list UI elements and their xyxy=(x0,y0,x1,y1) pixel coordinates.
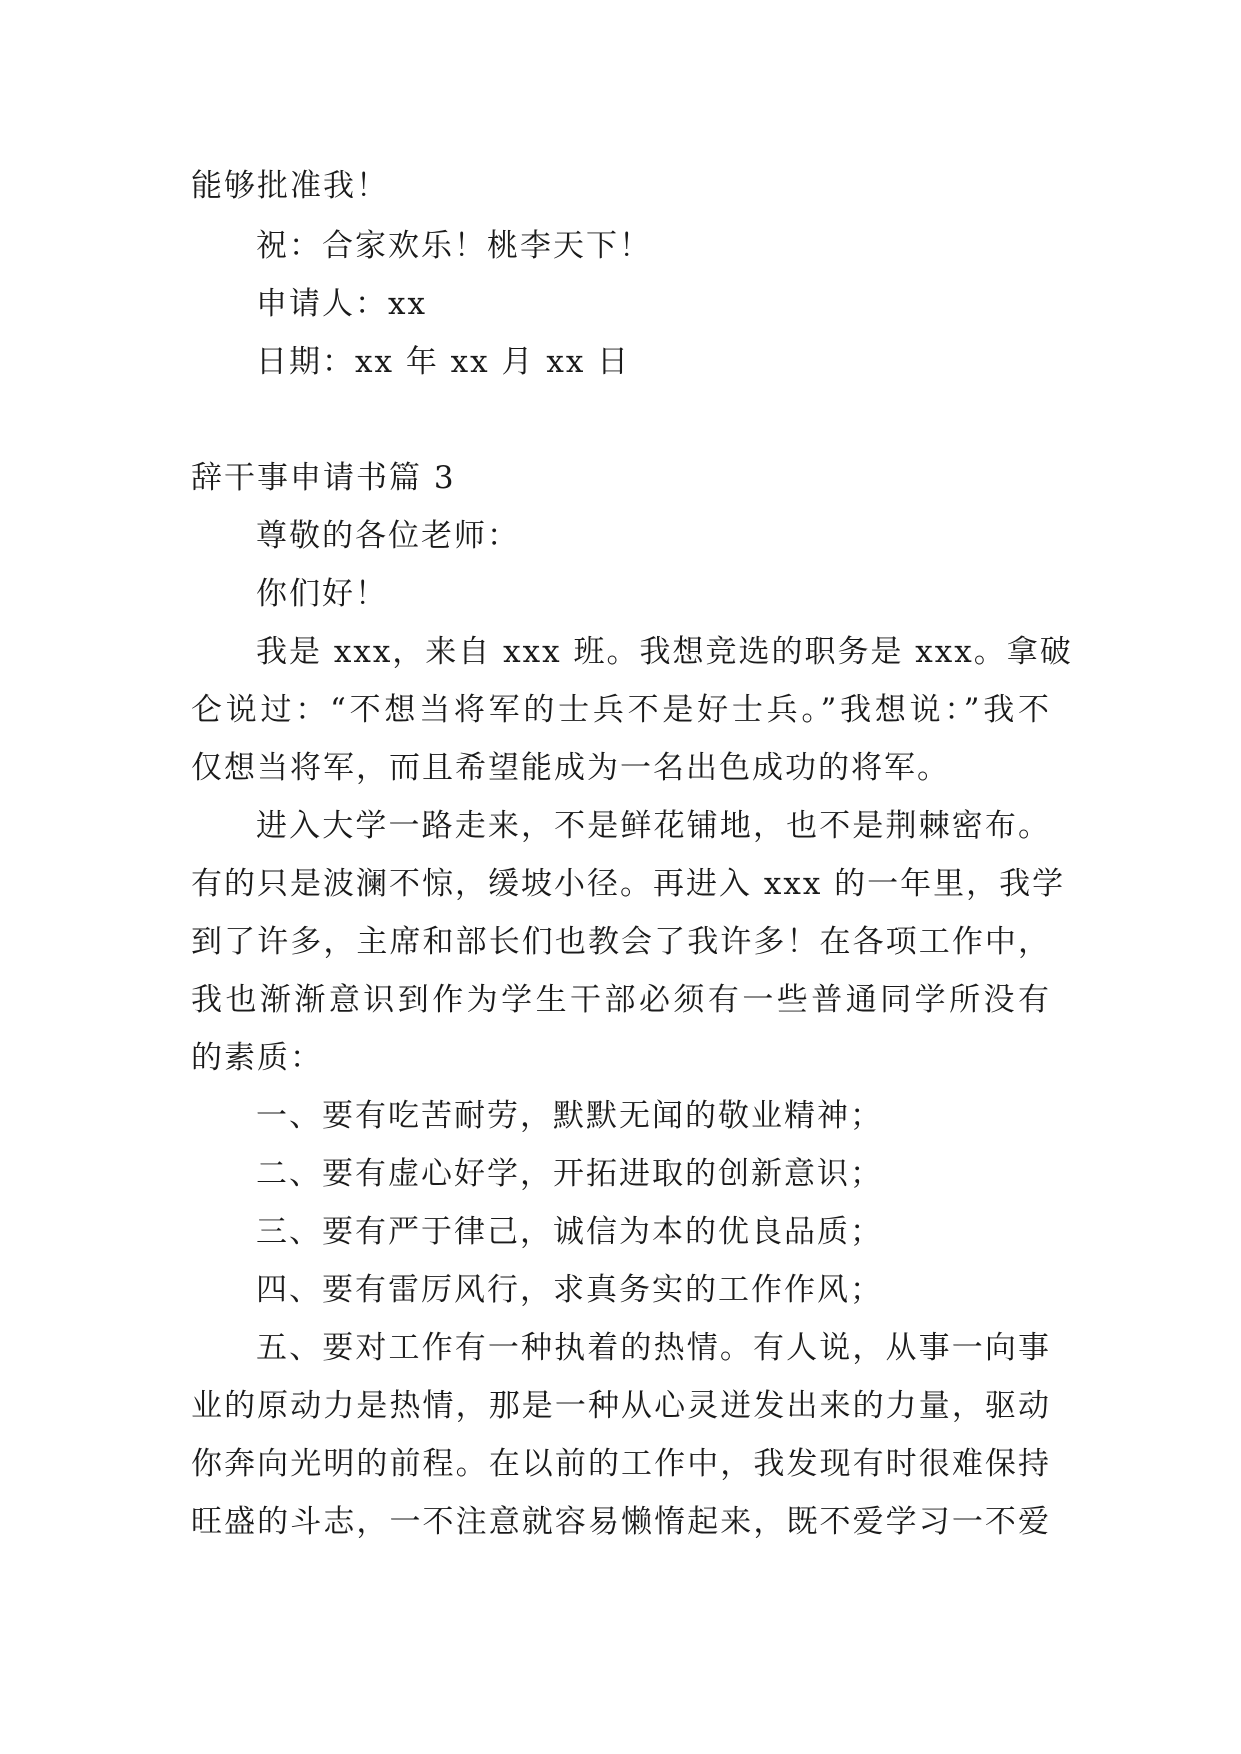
greeting: 你们好！ xyxy=(256,576,388,612)
closing-wish: 祝：合家欢乐！桃李天下！ xyxy=(256,228,652,264)
quality-item: 四、要有雷厉风行，求真务实的工作作风； xyxy=(256,1272,883,1308)
date-line: 日期：xx 年 xx 月 xx 日 xyxy=(256,344,631,380)
applicant-line: 申请人：xx xyxy=(256,286,427,322)
paragraph-line: 仑说过：“不想当将军的士兵不是好士兵。”我想说：”我不 xyxy=(191,692,1051,728)
paragraph-line: 仅想当将军，而且希望能成为一名出色成功的将军。 xyxy=(191,750,950,786)
section-heading: 辞干事申请书篇 3 xyxy=(191,460,456,496)
paragraph-line: 的素质： xyxy=(191,1040,323,1076)
paragraph-line: 我是 xxx，来自 xxx 班。我想竞选的职务是 xxx。拿破 xyxy=(256,634,1073,670)
paragraph-line: 我也渐渐意识到作为学生干部必须有一些普通同学所没有 xyxy=(191,982,1051,1018)
paragraph-line: 有的只是波澜不惊，缓坡小径。再进入 xxx 的一年里，我学 xyxy=(191,866,1066,902)
salutation: 尊敬的各位老师： xyxy=(256,518,520,554)
paragraph-line: 业的原动力是热情，那是一种从心灵迸发出来的力量，驱动 xyxy=(191,1388,1051,1424)
quality-item: 二、要有虚心好学，开拓进取的创新意识； xyxy=(256,1156,883,1192)
continuation-line: 能够批准我！ xyxy=(191,168,389,204)
paragraph-line: 进入大学一路走来，不是鲜花铺地，也不是荆棘密布。 xyxy=(256,808,1051,844)
quality-item: 一、要有吃苦耐劳，默默无闻的敬业精神； xyxy=(256,1098,883,1134)
paragraph-line: 到了许多，主席和部长们也教会了我许多！在各项工作中， xyxy=(191,924,1051,960)
paragraph-line: 你奔向光明的前程。在以前的工作中，我发现有时很难保持 xyxy=(191,1446,1051,1482)
quality-item: 三、要有严于律己，诚信为本的优良品质； xyxy=(256,1214,883,1250)
paragraph-line: 五、要对工作有一种执着的热情。有人说，从事一向事 xyxy=(256,1330,1051,1366)
paragraph-line: 旺盛的斗志，一不注意就容易懒惰起来，既不爱学习一不爱 xyxy=(191,1504,1051,1540)
